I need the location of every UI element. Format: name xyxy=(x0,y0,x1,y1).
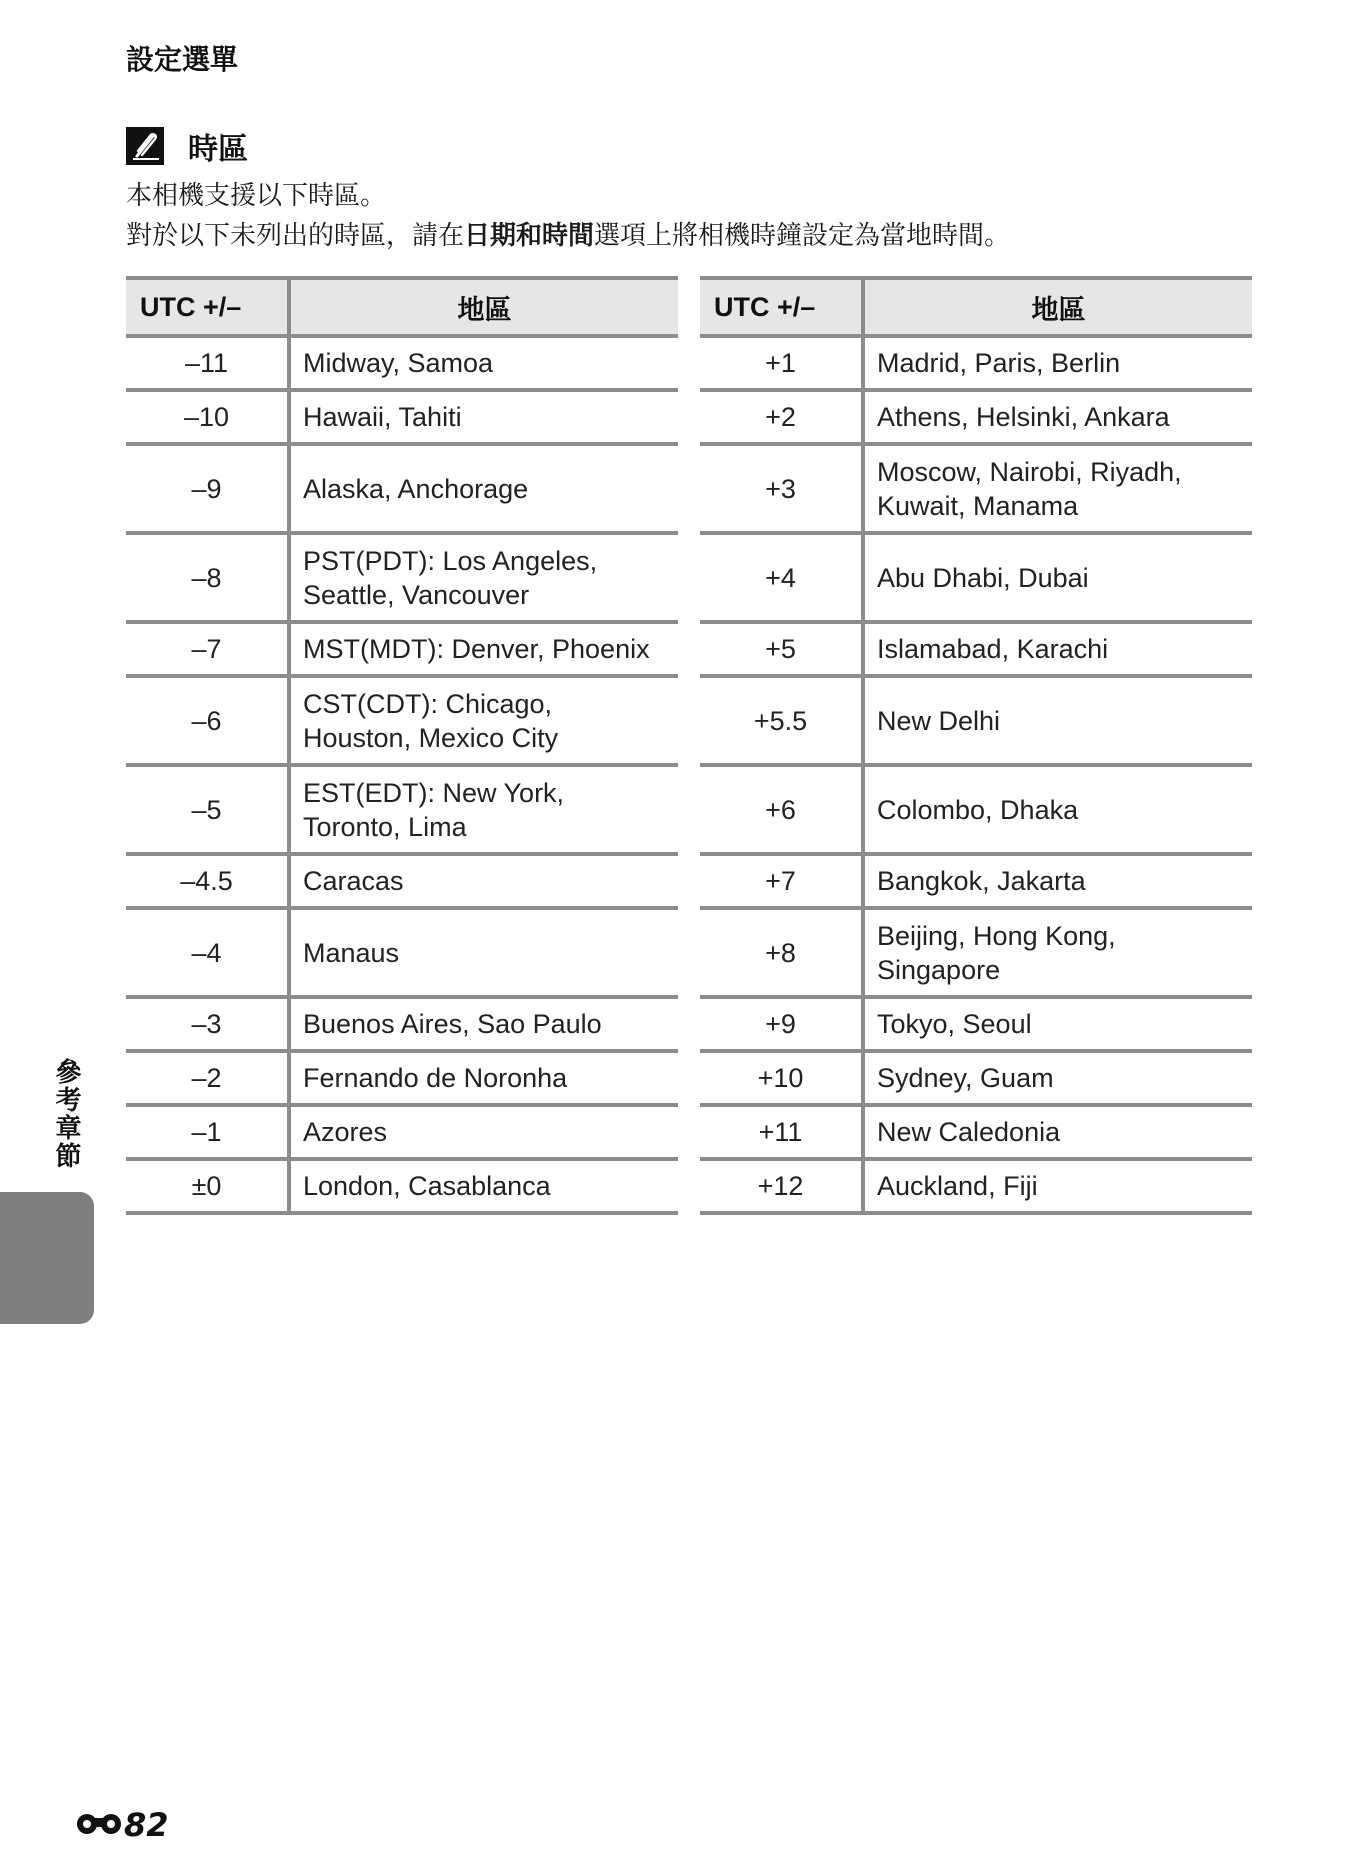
region-cell: London, Casablanca xyxy=(289,1159,678,1213)
utc-offset-cell: +9 xyxy=(700,997,863,1051)
table-header-row xyxy=(126,278,678,336)
utc-offset-cell: +8 xyxy=(700,908,863,997)
page-header: 設定選單 xyxy=(126,43,239,76)
region-cell: Tokyo, Seoul xyxy=(863,997,1252,1051)
table-row xyxy=(126,1105,678,1159)
table-row xyxy=(700,390,1252,444)
utc-offset-cell: –3 xyxy=(126,997,289,1051)
region-cell: MST(MDT): Denver, Phoenix xyxy=(289,622,678,676)
region-cell: Buenos Aires, Sao Paulo xyxy=(289,997,678,1051)
chapter-side-label: 參考章節 xyxy=(51,1058,81,1170)
timezone-table-left xyxy=(126,276,678,1215)
page-number xyxy=(76,1806,169,1844)
region-cell: Caracas xyxy=(289,854,678,908)
table-row xyxy=(126,622,678,676)
intro-line-2-before: 對於以下未列出的時區，請在 xyxy=(126,221,465,251)
utc-offset-cell: –4.5 xyxy=(126,854,289,908)
utc-offset-cell: –4 xyxy=(126,908,289,997)
table-row xyxy=(700,1051,1252,1105)
table-row xyxy=(700,854,1252,908)
chapter-side-tab xyxy=(0,1192,94,1324)
region-cell: PST(PDT): Los Angeles, Seattle, Vancouver xyxy=(289,533,678,622)
utc-offset-cell: –8 xyxy=(126,533,289,622)
region-cell: Madrid, Paris, Berlin xyxy=(863,336,1252,390)
region-cell: CST(CDT): Chicago, Houston, Mexico City xyxy=(289,676,678,765)
table-row xyxy=(700,1105,1252,1159)
utc-offset-cell: +11 xyxy=(700,1105,863,1159)
table-row xyxy=(700,765,1252,854)
intro-line-2 xyxy=(126,216,1010,256)
utc-offset-cell: –10 xyxy=(126,390,289,444)
timezone-table-right xyxy=(700,276,1252,1215)
region-cell: Athens, Helsinki, Ankara xyxy=(863,390,1252,444)
region-column-header: 地區 xyxy=(289,278,678,336)
utc-offset-cell: +12 xyxy=(700,1159,863,1213)
date-time-option-name: 日期和時間 xyxy=(464,221,595,251)
utc-offset-cell: +4 xyxy=(700,533,863,622)
intro-line-1: 本相機支援以下時區。 xyxy=(126,181,387,211)
table-row xyxy=(126,908,678,997)
region-cell: Azores xyxy=(289,1105,678,1159)
section-title: 時區 xyxy=(188,132,248,167)
region-cell: Colombo, Dhaka xyxy=(863,765,1252,854)
utc-offset-cell: +5 xyxy=(700,622,863,676)
utc-offset-cell: +6 xyxy=(700,765,863,854)
utc-offset-cell: –7 xyxy=(126,622,289,676)
table-row xyxy=(700,997,1252,1051)
region-cell: New Caledonia xyxy=(863,1105,1252,1159)
utc-offset-cell: +10 xyxy=(700,1051,863,1105)
table-row xyxy=(126,1159,678,1213)
utc-offset-cell: +2 xyxy=(700,390,863,444)
utc-column-header: UTC +/– xyxy=(126,278,289,336)
table-row xyxy=(126,765,678,854)
region-cell: EST(EDT): New York, Toronto, Lima xyxy=(289,765,678,854)
intro-text xyxy=(126,176,1010,256)
table-row xyxy=(126,390,678,444)
utc-offset-cell: +5.5 xyxy=(700,676,863,765)
region-cell: Sydney, Guam xyxy=(863,1051,1252,1105)
region-cell: Islamabad, Karachi xyxy=(863,622,1252,676)
utc-offset-cell: +1 xyxy=(700,336,863,390)
utc-offset-cell: –11 xyxy=(126,336,289,390)
table-row xyxy=(126,854,678,908)
timezone-tables xyxy=(126,276,1252,1215)
table-row xyxy=(700,908,1252,997)
utc-offset-cell: –5 xyxy=(126,765,289,854)
table-header-row xyxy=(700,278,1252,336)
binocular-icon xyxy=(76,1806,122,1844)
table-row xyxy=(126,533,678,622)
table-row xyxy=(700,444,1252,533)
region-cell: Beijing, Hong Kong, Singapore xyxy=(863,908,1252,997)
table-row xyxy=(126,997,678,1051)
region-cell: Alaska, Anchorage xyxy=(289,444,678,533)
utc-column-header: UTC +/– xyxy=(700,278,863,336)
utc-offset-cell: +7 xyxy=(700,854,863,908)
utc-offset-cell: –6 xyxy=(126,676,289,765)
utc-offset-cell: –1 xyxy=(126,1105,289,1159)
intro-line-2-after: 選項上將相機時鐘設定為當地時間。 xyxy=(594,221,1011,251)
table-row xyxy=(126,1051,678,1105)
table-row xyxy=(700,676,1252,765)
region-cell: New Delhi xyxy=(863,676,1252,765)
region-cell: Hawaii, Tahiti xyxy=(289,390,678,444)
table-row xyxy=(700,336,1252,390)
table-row xyxy=(700,533,1252,622)
region-cell: Fernando de Noronha xyxy=(289,1051,678,1105)
table-row xyxy=(126,676,678,765)
page-number-text: 82 xyxy=(124,1806,169,1844)
table-row xyxy=(700,622,1252,676)
region-cell: Auckland, Fiji xyxy=(863,1159,1252,1213)
table-row xyxy=(126,444,678,533)
utc-offset-cell: +3 xyxy=(700,444,863,533)
utc-offset-cell: –9 xyxy=(126,444,289,533)
table-row xyxy=(126,336,678,390)
region-cell: Abu Dhabi, Dubai xyxy=(863,533,1252,622)
utc-offset-cell: –2 xyxy=(126,1051,289,1105)
region-cell: Midway, Samoa xyxy=(289,336,678,390)
region-column-header: 地區 xyxy=(863,278,1252,336)
region-cell: Moscow, Nairobi, Riyadh, Kuwait, Manama xyxy=(863,444,1252,533)
section-title-row xyxy=(126,124,248,168)
pencil-note-icon xyxy=(126,127,164,165)
region-cell: Manaus xyxy=(289,908,678,997)
utc-offset-cell: ±0 xyxy=(126,1159,289,1213)
region-cell: Bangkok, Jakarta xyxy=(863,854,1252,908)
table-row xyxy=(700,1159,1252,1213)
